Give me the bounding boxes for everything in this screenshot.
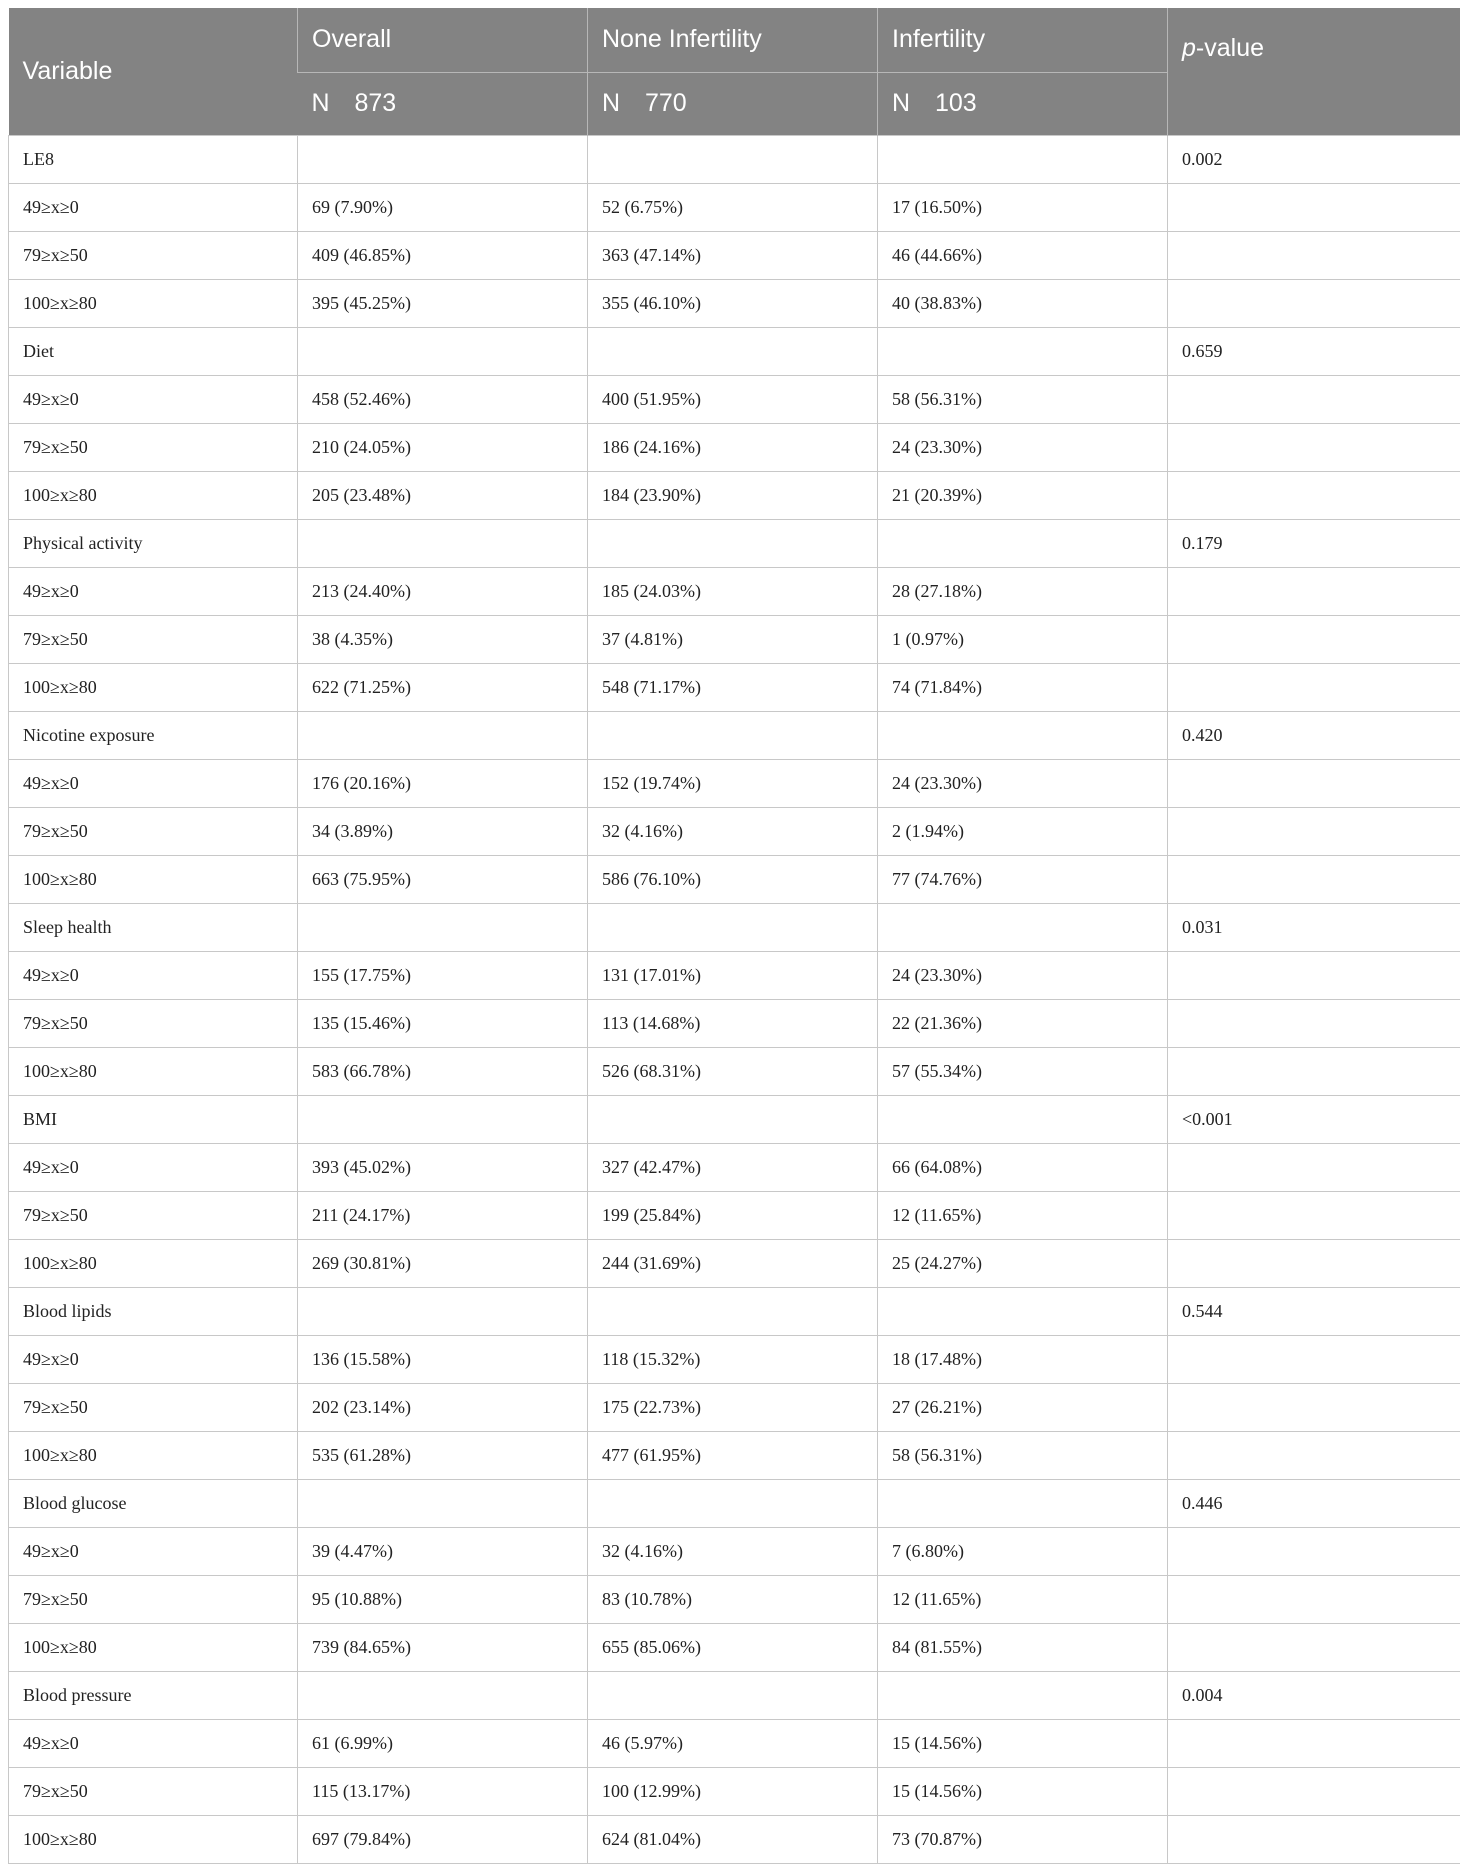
table-row [9, 1480, 1460, 1528]
cell-variable: 100≥x≥80 [9, 472, 298, 520]
cell-none-infertility [588, 328, 878, 376]
cell-overall: 95 (10.88%) [298, 1576, 588, 1624]
cell-none-infertility: 131 (17.01%) [588, 952, 878, 1000]
cell-overall: 38 (4.35%) [298, 616, 588, 664]
cell-variable: 49≥x≥0 [9, 568, 298, 616]
cell-none-infertility: 46 (5.97%) [588, 1720, 878, 1768]
cell-overall: 202 (23.14%) [298, 1384, 588, 1432]
cell-infertility [878, 1480, 1168, 1528]
cell-infertility: 24 (23.30%) [878, 760, 1168, 808]
table-row [9, 568, 1460, 616]
table-row [9, 952, 1460, 1000]
header-row [9, 8, 1460, 72]
cell-overall: 739 (84.65%) [298, 1624, 588, 1672]
table-header [9, 8, 1460, 136]
n-value: 873 [355, 89, 397, 117]
cell-infertility [878, 1096, 1168, 1144]
cell-overall: 583 (66.78%) [298, 1048, 588, 1096]
cell-infertility: 2 (1.94%) [878, 808, 1168, 856]
cell-infertility: 15 (14.56%) [878, 1720, 1168, 1768]
cell-infertility [878, 520, 1168, 568]
cell-overall [298, 136, 588, 184]
cell-p-value [1168, 952, 1460, 1000]
cell-p-value [1168, 616, 1460, 664]
cell-overall: 269 (30.81%) [298, 1240, 588, 1288]
header-p-value [1168, 8, 1460, 136]
n-label: N [602, 89, 645, 118]
cell-overall: 622 (71.25%) [298, 664, 588, 712]
cell-variable: 79≥x≥50 [9, 232, 298, 280]
cell-p-value [1168, 232, 1460, 280]
cell-infertility: 57 (55.34%) [878, 1048, 1168, 1096]
cell-p-value: 0.659 [1168, 328, 1460, 376]
cell-variable: BMI [9, 1096, 298, 1144]
cell-none-infertility: 186 (24.16%) [588, 424, 878, 472]
n-label: N [312, 89, 355, 118]
table-row [9, 1192, 1460, 1240]
table-row [9, 712, 1460, 760]
table-row [9, 1816, 1460, 1864]
cell-variable: Sleep health [9, 904, 298, 952]
table-row [9, 808, 1460, 856]
cell-none-infertility: 363 (47.14%) [588, 232, 878, 280]
cell-infertility: 1 (0.97%) [878, 616, 1168, 664]
cell-overall: 205 (23.48%) [298, 472, 588, 520]
cell-overall: 395 (45.25%) [298, 280, 588, 328]
cell-overall: 176 (20.16%) [298, 760, 588, 808]
table-row [9, 760, 1460, 808]
cell-none-infertility: 199 (25.84%) [588, 1192, 878, 1240]
cell-variable: 79≥x≥50 [9, 1192, 298, 1240]
table-row [9, 1048, 1460, 1096]
cell-none-infertility [588, 136, 878, 184]
cell-overall: 213 (24.40%) [298, 568, 588, 616]
cell-infertility [878, 712, 1168, 760]
cell-infertility: 58 (56.31%) [878, 1432, 1168, 1480]
cell-p-value [1168, 568, 1460, 616]
cell-variable: 49≥x≥0 [9, 1720, 298, 1768]
table-row [9, 904, 1460, 952]
header-n-none [588, 72, 878, 135]
table-row [9, 232, 1460, 280]
cell-variable: Nicotine exposure [9, 712, 298, 760]
cell-infertility: 17 (16.50%) [878, 184, 1168, 232]
cell-infertility: 58 (56.31%) [878, 376, 1168, 424]
table-row [9, 1096, 1460, 1144]
cell-p-value [1168, 856, 1460, 904]
cell-none-infertility: 327 (42.47%) [588, 1144, 878, 1192]
cell-none-infertility: 185 (24.03%) [588, 568, 878, 616]
cell-p-value [1168, 472, 1460, 520]
cell-overall: 211 (24.17%) [298, 1192, 588, 1240]
header-none-infertility: None Infertility [588, 8, 878, 72]
cell-variable: 100≥x≥80 [9, 280, 298, 328]
cell-none-infertility [588, 904, 878, 952]
cell-infertility: 21 (20.39%) [878, 472, 1168, 520]
cell-p-value [1168, 1000, 1460, 1048]
cell-none-infertility: 548 (71.17%) [588, 664, 878, 712]
cell-infertility: 74 (71.84%) [878, 664, 1168, 712]
cell-none-infertility: 113 (14.68%) [588, 1000, 878, 1048]
cell-variable: 100≥x≥80 [9, 1240, 298, 1288]
cell-p-value: 0.544 [1168, 1288, 1460, 1336]
cell-p-value [1168, 1816, 1460, 1864]
cell-none-infertility: 175 (22.73%) [588, 1384, 878, 1432]
cell-variable: Diet [9, 328, 298, 376]
data-table [8, 8, 1460, 1864]
table-row [9, 328, 1460, 376]
cell-none-infertility: 100 (12.99%) [588, 1768, 878, 1816]
cell-infertility: 24 (23.30%) [878, 952, 1168, 1000]
cell-infertility: 77 (74.76%) [878, 856, 1168, 904]
table-row [9, 1624, 1460, 1672]
table-row [9, 1672, 1460, 1720]
cell-overall [298, 328, 588, 376]
cell-overall [298, 1480, 588, 1528]
cell-infertility: 25 (24.27%) [878, 1240, 1168, 1288]
cell-infertility: 28 (27.18%) [878, 568, 1168, 616]
cell-p-value: 0.031 [1168, 904, 1460, 952]
cell-infertility [878, 1288, 1168, 1336]
table-row [9, 1288, 1460, 1336]
cell-infertility: 15 (14.56%) [878, 1768, 1168, 1816]
header-overall: Overall [298, 8, 588, 72]
cell-overall: 136 (15.58%) [298, 1336, 588, 1384]
cell-none-infertility: 32 (4.16%) [588, 1528, 878, 1576]
cell-none-infertility: 37 (4.81%) [588, 616, 878, 664]
cell-overall: 409 (46.85%) [298, 232, 588, 280]
table-row [9, 424, 1460, 472]
cell-overall: 34 (3.89%) [298, 808, 588, 856]
cell-overall: 210 (24.05%) [298, 424, 588, 472]
cell-none-infertility: 244 (31.69%) [588, 1240, 878, 1288]
n-value: 103 [935, 89, 977, 117]
header-infertility: Infertility [878, 8, 1168, 72]
table-row [9, 1720, 1460, 1768]
cell-infertility: 22 (21.36%) [878, 1000, 1168, 1048]
cell-infertility: 40 (38.83%) [878, 280, 1168, 328]
cell-none-infertility: 32 (4.16%) [588, 808, 878, 856]
cell-none-infertility: 400 (51.95%) [588, 376, 878, 424]
cell-overall [298, 1672, 588, 1720]
cell-none-infertility: 184 (23.90%) [588, 472, 878, 520]
table-row [9, 1144, 1460, 1192]
cell-variable: Blood pressure [9, 1672, 298, 1720]
cell-overall [298, 520, 588, 568]
cell-p-value [1168, 376, 1460, 424]
cell-p-value: 0.179 [1168, 520, 1460, 568]
p-suffix: -value [1196, 34, 1264, 62]
cell-variable: 100≥x≥80 [9, 1048, 298, 1096]
table-row [9, 1528, 1460, 1576]
cell-variable: 79≥x≥50 [9, 808, 298, 856]
cell-p-value [1168, 1768, 1460, 1816]
cell-none-infertility: 624 (81.04%) [588, 1816, 878, 1864]
cell-none-infertility: 52 (6.75%) [588, 184, 878, 232]
cell-infertility [878, 1672, 1168, 1720]
table-row [9, 1768, 1460, 1816]
table-container [8, 8, 1460, 1864]
cell-variable: 79≥x≥50 [9, 616, 298, 664]
cell-overall: 61 (6.99%) [298, 1720, 588, 1768]
cell-infertility: 84 (81.55%) [878, 1624, 1168, 1672]
cell-variable: LE8 [9, 136, 298, 184]
cell-p-value: 0.420 [1168, 712, 1460, 760]
cell-p-value: <0.001 [1168, 1096, 1460, 1144]
cell-infertility: 46 (44.66%) [878, 232, 1168, 280]
cell-overall: 39 (4.47%) [298, 1528, 588, 1576]
table-row [9, 280, 1460, 328]
cell-overall: 458 (52.46%) [298, 376, 588, 424]
table-row [9, 1336, 1460, 1384]
cell-p-value [1168, 760, 1460, 808]
cell-variable: 79≥x≥50 [9, 424, 298, 472]
cell-p-value [1168, 1720, 1460, 1768]
p-italic: p [1182, 34, 1196, 62]
cell-none-infertility: 526 (68.31%) [588, 1048, 878, 1096]
header-n-infertility [878, 72, 1168, 135]
header-n-overall [298, 72, 588, 135]
cell-variable: 49≥x≥0 [9, 376, 298, 424]
cell-none-infertility: 83 (10.78%) [588, 1576, 878, 1624]
cell-variable: Blood lipids [9, 1288, 298, 1336]
cell-overall [298, 1288, 588, 1336]
cell-p-value [1168, 664, 1460, 712]
cell-p-value [1168, 280, 1460, 328]
cell-variable: 79≥x≥50 [9, 1768, 298, 1816]
cell-overall [298, 904, 588, 952]
cell-infertility: 73 (70.87%) [878, 1816, 1168, 1864]
table-row [9, 136, 1460, 184]
cell-variable: Blood glucose [9, 1480, 298, 1528]
cell-variable: 100≥x≥80 [9, 664, 298, 712]
cell-none-infertility: 118 (15.32%) [588, 1336, 878, 1384]
cell-overall: 393 (45.02%) [298, 1144, 588, 1192]
table-row [9, 1384, 1460, 1432]
cell-variable: 100≥x≥80 [9, 1816, 298, 1864]
cell-overall: 115 (13.17%) [298, 1768, 588, 1816]
cell-infertility: 18 (17.48%) [878, 1336, 1168, 1384]
cell-variable: 79≥x≥50 [9, 1576, 298, 1624]
cell-variable: 49≥x≥0 [9, 760, 298, 808]
cell-p-value [1168, 1384, 1460, 1432]
table-row [9, 1432, 1460, 1480]
table-row [9, 472, 1460, 520]
cell-p-value [1168, 1432, 1460, 1480]
cell-variable: 49≥x≥0 [9, 184, 298, 232]
table-row [9, 1240, 1460, 1288]
cell-infertility [878, 904, 1168, 952]
cell-p-value: 0.004 [1168, 1672, 1460, 1720]
cell-infertility: 66 (64.08%) [878, 1144, 1168, 1192]
cell-p-value [1168, 808, 1460, 856]
cell-none-infertility: 655 (85.06%) [588, 1624, 878, 1672]
cell-variable: 100≥x≥80 [9, 1432, 298, 1480]
table-body [9, 136, 1460, 1864]
header-variable: Variable [9, 8, 298, 136]
table-row [9, 616, 1460, 664]
cell-p-value: 0.002 [1168, 136, 1460, 184]
cell-none-infertility [588, 1480, 878, 1528]
cell-none-infertility [588, 1288, 878, 1336]
cell-none-infertility: 586 (76.10%) [588, 856, 878, 904]
cell-infertility: 12 (11.65%) [878, 1192, 1168, 1240]
cell-infertility: 7 (6.80%) [878, 1528, 1168, 1576]
cell-variable: 100≥x≥80 [9, 1624, 298, 1672]
cell-p-value [1168, 1576, 1460, 1624]
table-row [9, 664, 1460, 712]
cell-variable: Physical activity [9, 520, 298, 568]
cell-overall: 535 (61.28%) [298, 1432, 588, 1480]
cell-p-value [1168, 1144, 1460, 1192]
cell-variable: 79≥x≥50 [9, 1384, 298, 1432]
cell-infertility [878, 328, 1168, 376]
cell-overall [298, 1096, 588, 1144]
cell-variable: 49≥x≥0 [9, 1528, 298, 1576]
table-row [9, 520, 1460, 568]
table-row [9, 1576, 1460, 1624]
cell-variable: 49≥x≥0 [9, 1336, 298, 1384]
cell-infertility [878, 136, 1168, 184]
cell-overall: 663 (75.95%) [298, 856, 588, 904]
cell-none-infertility: 152 (19.74%) [588, 760, 878, 808]
cell-p-value [1168, 1192, 1460, 1240]
cell-overall [298, 712, 588, 760]
cell-p-value [1168, 1240, 1460, 1288]
cell-variable: 49≥x≥0 [9, 952, 298, 1000]
cell-variable: 49≥x≥0 [9, 1144, 298, 1192]
n-value: 770 [645, 89, 687, 117]
table-row [9, 1000, 1460, 1048]
cell-p-value [1168, 1336, 1460, 1384]
table-row [9, 856, 1460, 904]
cell-none-infertility [588, 520, 878, 568]
cell-none-infertility [588, 1096, 878, 1144]
cell-none-infertility: 477 (61.95%) [588, 1432, 878, 1480]
table-row [9, 184, 1460, 232]
cell-variable: 100≥x≥80 [9, 856, 298, 904]
cell-infertility: 24 (23.30%) [878, 424, 1168, 472]
table-row [9, 376, 1460, 424]
cell-p-value [1168, 1528, 1460, 1576]
cell-overall: 135 (15.46%) [298, 1000, 588, 1048]
cell-none-infertility [588, 712, 878, 760]
cell-overall: 69 (7.90%) [298, 184, 588, 232]
n-label: N [892, 89, 935, 118]
cell-p-value [1168, 184, 1460, 232]
cell-p-value [1168, 424, 1460, 472]
cell-variable: 79≥x≥50 [9, 1000, 298, 1048]
cell-p-value [1168, 1624, 1460, 1672]
cell-infertility: 12 (11.65%) [878, 1576, 1168, 1624]
cell-infertility: 27 (26.21%) [878, 1384, 1168, 1432]
cell-none-infertility [588, 1672, 878, 1720]
cell-p-value [1168, 1048, 1460, 1096]
cell-overall: 697 (79.84%) [298, 1816, 588, 1864]
cell-p-value: 0.446 [1168, 1480, 1460, 1528]
cell-none-infertility: 355 (46.10%) [588, 280, 878, 328]
cell-overall: 155 (17.75%) [298, 952, 588, 1000]
